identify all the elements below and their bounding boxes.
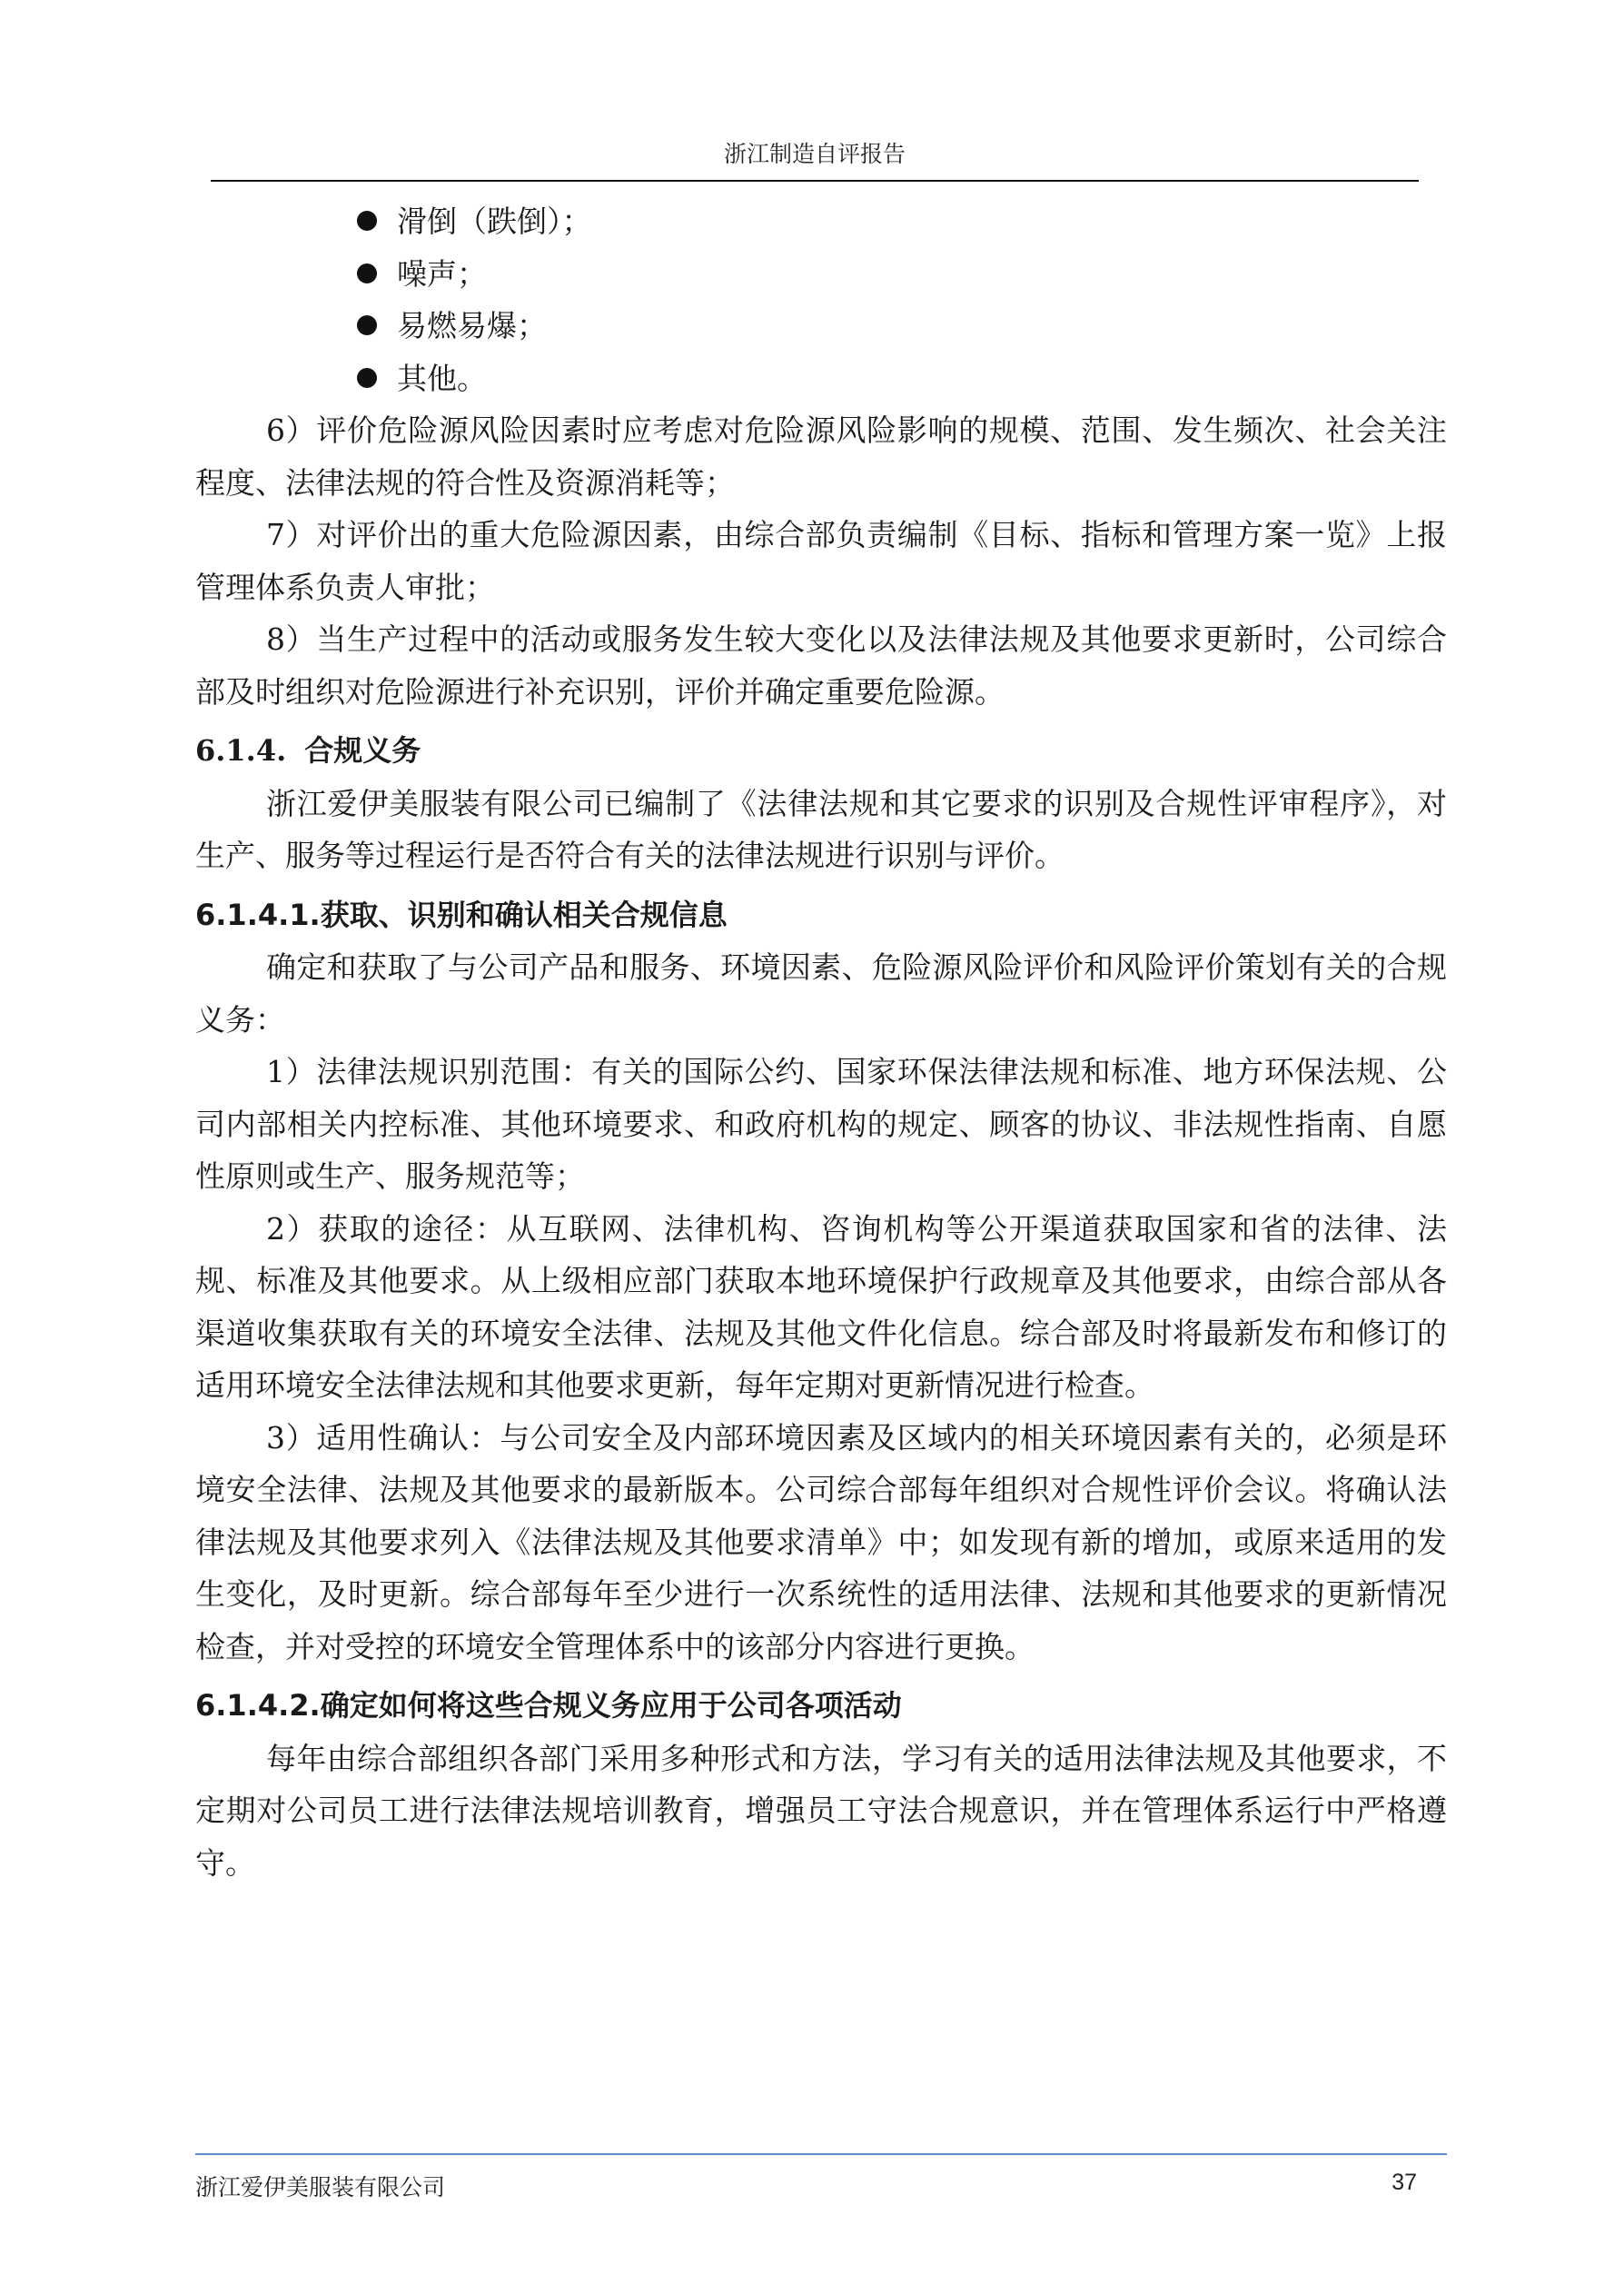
page-body (195, 195, 1447, 1889)
footer-rule (195, 2153, 1447, 2155)
bullet-item: 其他。 (195, 353, 1447, 405)
paragraph: 8）当生产过程中的活动或服务发生较大变化以及法律法规及其他要求更新时，公司综合部及时组织对危险源进行补充识别，评价并确定重要危险源。 (195, 621, 1447, 710)
section-heading-6-1-4-2: 6.1.4.2.确定如何将这些合规义务应用于公司各项活动 (195, 1688, 902, 1723)
page-number: 37 (1391, 2170, 1417, 2195)
paragraph: 3）适用性确认：与公司安全及内部环境因素及区域内的相关环境因素有关的，必须是环境安全法律、法规及其他要求的最新版本。公司综合部每年组织对合规性评价会议。将确认法律法规及其他要求列入《法律法规及其他要求清单》中；如发现有新的增加，或原来适用的发生变化，及时更新。综合部每年至少进行一次系统性的适用法律、法规和其他要求的更新情况检查，并对受控的环境安全管理体系中的该部分内容进行更换。 (195, 1419, 1447, 1664)
paragraph: 6）评价危险源风险因素时应考虑对危险源风险影响的规模、范围、发生频次、社会关注程度、法律法规的符合性及资源消耗等； (195, 412, 1447, 501)
page-header-title: 浙江制造自评报告 (723, 141, 906, 167)
section-heading-6-1-4: 6.1.4. 合规义务 (195, 733, 421, 768)
paragraph: 2）获取的途径：从互联网、法律机构、咨询机构等公开渠道获取国家和省的法律、法规、标准及其他要求。从上级相应部门获取本地环境保护行政规章及其他要求，由综合部从各渠道收集获取有关的环境安全法律、法规及其他文件化信息。综合部及时将最新发布和修订的适用环境安全法律法规和其他要求更新，每年定期对更新情况进行检查。 (195, 1210, 1447, 1403)
paragraph: 1）法律法规识别范围：有关的国际公约、国家环保法律法规和标准、地方环保法规、公司内部相关内控标准、其他环境要求、和政府机构的规定、顾客的协议、非法规性指南、自愿性原则或生产、服务规范等； (195, 1054, 1447, 1194)
paragraph: 7）对评价出的重大危险源因素，由综合部负责编制《目标、指标和管理方案一览》上报管理体系负责人审批； (195, 517, 1447, 605)
bullet-dot-icon (357, 315, 377, 335)
bullet-dot-icon (357, 263, 377, 283)
bullet-item: 易燃易爆； (195, 300, 1447, 353)
bullet-dot-icon (357, 368, 377, 388)
bullet-item: 噪声； (195, 248, 1447, 301)
footer-company: 浙江爱伊美服装有限公司 (195, 2174, 446, 2201)
header-rule (211, 180, 1419, 182)
paragraph: 确定和获取了与公司产品和服务、环境因素、危险源风险评价和风险评价策划有关的合规义务： (195, 949, 1447, 1038)
section-heading-6-1-4-1: 6.1.4.1.获取、识别和确认相关合规信息 (195, 897, 728, 932)
bullet-dot-icon (357, 211, 377, 231)
paragraph: 浙江爱伊美服装有限公司已编制了《法律法规和其它要求的识别及合规性评审程序》，对生产、服务等过程运行是否符合有关的法律法规进行识别与评价。 (195, 785, 1447, 873)
bullet-item: 滑倒（跌倒）； (195, 195, 1447, 248)
paragraph: 每年由综合部组织各部门采用多种形式和方法，学习有关的适用法律法规及其他要求，不定期对公司员工进行法律法规培训教育，增强员工守法合规意识，并在管理体系运行中严格遵守。 (195, 1740, 1447, 1881)
